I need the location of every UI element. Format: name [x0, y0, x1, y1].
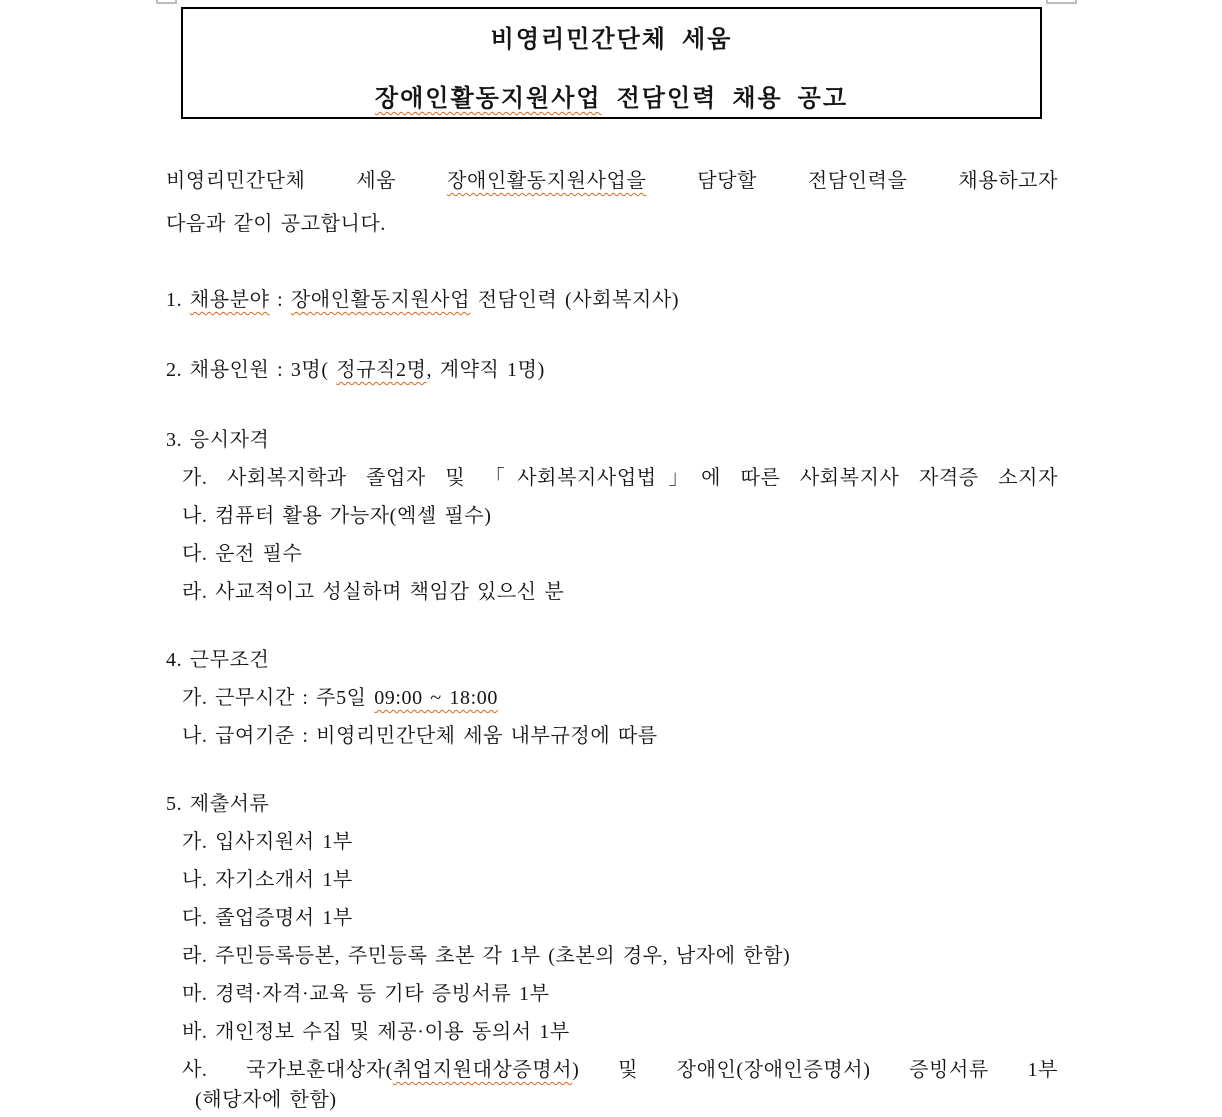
intro-paragraph-line-2: 다음과 같이 공고합니다.	[166, 213, 386, 235]
section-5-item-ba: 바. 개인정보 수집 및 제공·이용 동의서 1부	[182, 1021, 570, 1043]
spellcheck-underline: 정규직2명	[336, 359, 427, 381]
title-line-1: 비영리민간단체 세움	[490, 27, 733, 53]
section-3-item-da: 다. 운전 필수	[182, 543, 303, 565]
section-text: , 계약직 1명)	[426, 359, 545, 381]
intro-text: 담당할 전담인력을 채용하고자	[646, 170, 1059, 192]
section-3-item-ga: 가. 사회복지학과 졸업자 및 「사회복지사업법」에 따른 사회복지사 자격증 소지자	[182, 467, 1058, 489]
section-text: 2. 채용인원 : 3명(	[166, 359, 337, 381]
section-5-item-sa-continuation: (해당자에 한함)	[195, 1089, 337, 1111]
section-5-item-ga: 가. 입사지원서 1부	[182, 831, 353, 853]
section-4-item-na: 나. 급여기준 : 비영리민간단체 세움 내부규정에 따름	[182, 725, 658, 747]
section-5-header: 5. 제출서류	[166, 793, 270, 815]
section-3-header: 3. 응시자격	[166, 429, 270, 451]
section-text: :	[269, 289, 291, 311]
section-3-item-na: 나. 컴퓨터 활용 가능자(엑셀 필수)	[182, 505, 492, 527]
title-line-2-rest: 전담인력 채용 공고	[601, 86, 849, 112]
document-body	[166, 160, 1058, 1117]
title-line-2	[375, 78, 848, 113]
section-5-item-na: 나. 자기소개서 1부	[182, 869, 353, 891]
section-3-item-ra: 라. 사교적이고 성실하며 책임감 있으신 분	[182, 581, 565, 603]
spellcheck-underline: 장애인활동지원사업을	[447, 170, 647, 192]
section-number: 1.	[166, 289, 190, 311]
section-text: ) 및 장애인(장애인증명서) 증빙서류 1부	[572, 1059, 1058, 1081]
section-2-recruit-count	[166, 351, 1058, 389]
spellcheck-underline: 채용분야	[189, 289, 270, 311]
spellcheck-underline: 장애인활동지원사업	[374, 86, 602, 112]
title-box	[181, 7, 1042, 119]
section-1-recruit-field	[166, 281, 1058, 319]
spellcheck-underline: 취업지원대상증명서	[392, 1059, 573, 1081]
section-4-item-ga	[166, 679, 1058, 717]
section-5-item-da: 다. 졸업증명서 1부	[182, 907, 353, 929]
section-5-item-ma: 마. 경력·자격·교육 등 기타 증빙서류 1부	[182, 983, 550, 1005]
top-edge-artifact-right	[1046, 0, 1077, 4]
section-text: 가. 근무시간 : 주5일	[182, 687, 375, 709]
spellcheck-underline: 09:00 ~ 18:00	[374, 687, 498, 709]
section-5-item-ra: 라. 주민등록등본, 주민등록 초본 각 1부 (초본의 경우, 남자에 한함)	[182, 945, 791, 967]
spellcheck-underline: 장애인활동지원사업	[290, 289, 471, 311]
section-4-header: 4. 근무조건	[166, 649, 270, 671]
top-edge-artifact-left	[156, 0, 177, 4]
section-text: 전담인력 (사회복지사)	[470, 289, 680, 311]
section-text: 사. 국가보훈대상자(	[182, 1059, 393, 1081]
intro-paragraph-line-1	[166, 160, 1058, 203]
intro-text: 비영리민간단체 세움	[166, 170, 448, 192]
